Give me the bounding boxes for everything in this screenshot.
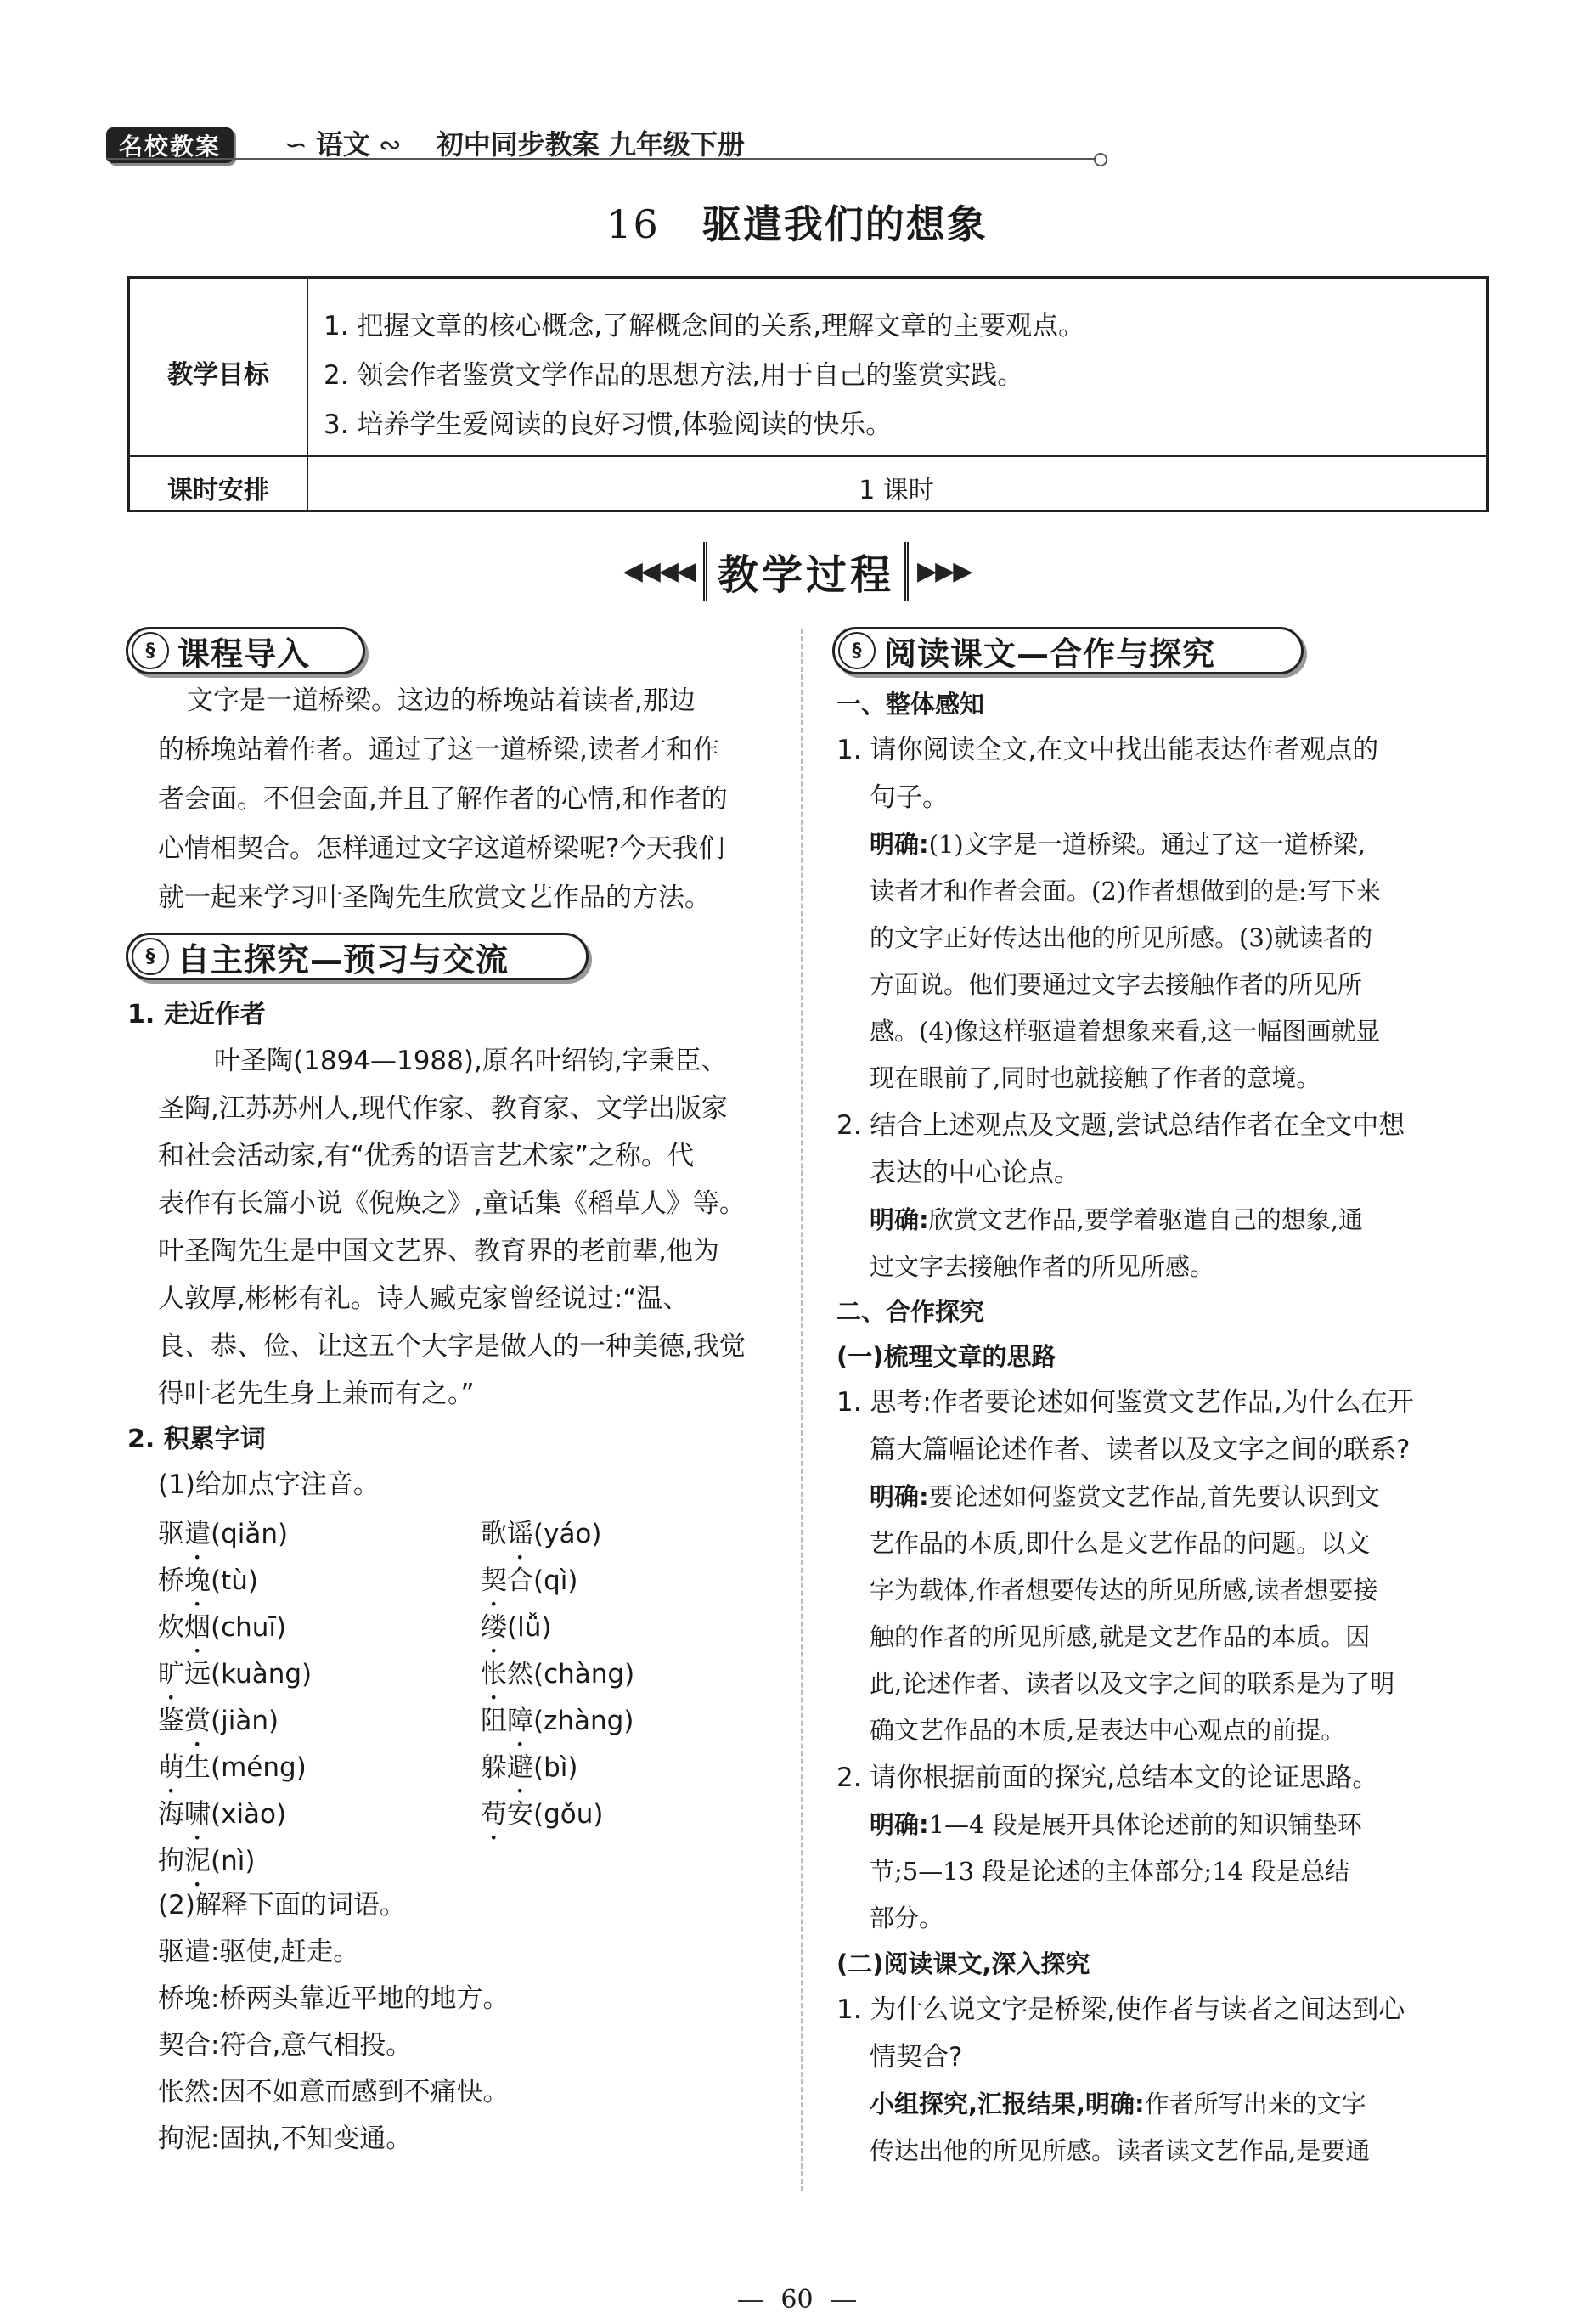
answer: 确文艺作品的本质,是表达中心观点的前提。 — [870, 1716, 1346, 1745]
explain-item: 桥堍:桥两头靠近平地的地方。 — [158, 1983, 510, 2014]
running-header — [276, 123, 745, 162]
coop-heading: 二、合作探究 — [836, 1297, 985, 1326]
question: 2. 请你根据前面的探究,总结本文的论证思路。 — [836, 1763, 1379, 1793]
explain-intro: (2)解释下面的词语。 — [158, 1890, 406, 1921]
rule-end-dot-icon — [1094, 153, 1107, 166]
question: 2. 结合上述观点及文题,尝试总结作者在全文中想 — [836, 1110, 1405, 1141]
intro-line: 心情相契合。怎样通过文字这道桥梁呢?今天我们 — [158, 833, 725, 864]
answer: 小组探究,汇报结果,明确:作者所写出来的文字 — [870, 2090, 1366, 2118]
section-head-self-study — [126, 933, 589, 980]
goals-table — [127, 276, 1489, 512]
page-number: 60 — [0, 2285, 1594, 2315]
pinyin-item: 萌生(méng) — [158, 1752, 307, 1783]
goal-item: 1. 把握文章的核心概念,了解概念间的关系,理解文章的主要观点。 — [324, 311, 1085, 341]
pinyin-item: 桥堍(tù) — [158, 1565, 258, 1596]
answer: 明确:1—4 段是展开具体论述前的知识铺垫环 — [870, 1810, 1362, 1839]
answer: 读者才和作者会面。(2)作者想做到的是:写下来 — [870, 877, 1381, 905]
author-line: 表作有长篇小说《倪焕之》,童话集《稻草人》等。 — [158, 1188, 746, 1219]
answer: 明确:欣赏文艺作品,要学着驱遣自己的想象,通 — [870, 1205, 1364, 1234]
period-label: 课时安排 — [167, 476, 269, 505]
answer: 过文字去接触作者的所见所感。 — [870, 1252, 1215, 1281]
answer: 方面说。他们要通过文字去接触作者的所见所 — [870, 970, 1363, 999]
flourish-icon: ∽ — [284, 128, 307, 161]
answer: 字为载体,作者想要传达的所见所感,读者想要接 — [870, 1576, 1378, 1605]
answer: 现在眼前了,同时也就接触了作者的意境。 — [870, 1063, 1321, 1092]
goals-label: 教学目标 — [167, 360, 269, 390]
intro-line: 就一起来学习叶圣陶先生欣赏文艺作品的方法。 — [158, 883, 711, 913]
lesson-name: 驱遣我们的想象 — [701, 201, 988, 247]
pinyin-item: 旷远(kuàng) — [158, 1659, 313, 1689]
subsection-heading: (一)梳理文章的思路 — [836, 1342, 1056, 1371]
goal-item: 3. 培养学生爱阅读的良好习惯,体验阅读的快乐。 — [324, 409, 893, 440]
goals-row — [130, 279, 1486, 457]
question: 情契合? — [870, 2042, 963, 2073]
answer: 明确:(1)文字是一道桥梁。通过了这一道桥梁, — [870, 830, 1366, 859]
section-badge-icon: § — [838, 632, 876, 669]
lesson-number: 16 — [606, 201, 660, 247]
explain-item: 怅然:因不如意而感到不痛快。 — [158, 2077, 510, 2107]
question: 表达的中心论点。 — [870, 1158, 1080, 1188]
pinyin-item: 阻障(zhàng) — [481, 1706, 634, 1736]
answer: 部分。 — [870, 1904, 944, 1932]
author-line: 良、恭、俭、让这五个大字是做人的一种美德,我觉 — [158, 1331, 746, 1362]
intro-line: 的桥堍站着作者。通过了这一道桥梁,读者才和作 — [158, 735, 719, 765]
pinyin-item: 鉴赏(jiàn) — [158, 1706, 279, 1736]
pinyin-item: 拘泥(nì) — [158, 1846, 256, 1876]
pinyin-intro: (1)给加点字注音。 — [158, 1469, 380, 1500]
author-line: 叶圣陶先生是中国文艺界、教育界的老前辈,他为 — [158, 1236, 719, 1266]
question: 篇大篇幅论述作者、读者以及文字之间的联系? — [870, 1435, 1411, 1465]
section-head-reading — [832, 627, 1304, 674]
question: 1. 为什么说文字是桥梁,使作者与读者之间达到心 — [836, 1994, 1405, 2025]
author-line: 叶圣陶(1894—1988),原名叶绍钧,字秉臣、 — [214, 1046, 728, 1076]
pinyin-item: 躲避(bì) — [481, 1752, 578, 1783]
goal-item: 2. 领会作者鉴赏文学作品的思想方法,用于自己的鉴赏实践。 — [324, 360, 1024, 391]
author-line: 得叶老先生身上兼而有之。” — [158, 1379, 475, 1409]
question: 句子。 — [870, 782, 949, 813]
pinyin-item: 海啸(xiào) — [158, 1799, 287, 1830]
explain-item: 拘泥:固执,不知变通。 — [158, 2124, 413, 2154]
header-subject: 语文 — [315, 128, 370, 161]
right-arrows-icon: ▶▶▶ — [917, 556, 972, 586]
intro-line: 者会面。不但会面,并且了解作者的心情,和作者的 — [158, 784, 728, 815]
section-head-intro — [126, 627, 365, 674]
answer: 此,论述作者、读者以及文字之间的联系是为了明 — [870, 1669, 1395, 1698]
question: 1. 思考:作者要论述如何鉴赏文艺作品,为什么在开 — [836, 1387, 1414, 1418]
pinyin-item: 怅然(chàng) — [481, 1659, 635, 1689]
words-heading: 2. 积累字词 — [127, 1424, 266, 1454]
explain-item: 契合:符合,意气相投。 — [158, 2030, 413, 2061]
pinyin-item: 歌谣(yáo) — [481, 1519, 602, 1549]
author-line: 圣陶,江苏苏州人,现代作家、教育家、文学出版家 — [158, 1093, 728, 1124]
section-title: 阅读课文—合作与探究 — [884, 635, 1216, 673]
left-arrows-icon: ◀◀◀◀ — [622, 556, 696, 586]
answer: 艺作品的本质,即什么是文艺作品的问题。以文 — [870, 1529, 1371, 1558]
answer: 的文字正好传达出他的所见所感。(3)就读者的 — [870, 923, 1373, 952]
answer: 节;5—13 段是论述的主体部分;14 段是总结 — [870, 1857, 1350, 1886]
banner-title: 教学过程 — [703, 542, 909, 601]
pinyin-item: 驱遣(qiǎn) — [158, 1519, 289, 1549]
pinyin-item: 缕(lǚ) — [481, 1612, 552, 1643]
period-row — [130, 457, 1486, 510]
flourish-icon: ∾ — [378, 128, 402, 161]
author-heading: 1. 走近作者 — [127, 1000, 266, 1029]
process-banner — [0, 542, 1594, 601]
column-divider — [801, 629, 803, 2191]
lesson-title — [0, 194, 1594, 250]
answer: 触的作者的所见所感,就是文艺作品的本质。因 — [870, 1622, 1371, 1651]
section-badge-icon: § — [132, 632, 169, 669]
header-book: 初中同步教案 九年级下册 — [436, 128, 745, 161]
publisher-logo: 名校教案 — [106, 127, 234, 163]
table-divider — [307, 279, 308, 455]
subsection-heading: (二)阅读课文,深入探究 — [836, 1949, 1090, 1978]
question: 1. 请你阅读全文,在文中找出能表达作者观点的 — [836, 735, 1379, 765]
period-value: 1 课时 — [859, 476, 934, 505]
section-badge-icon: § — [132, 938, 169, 975]
pinyin-item: 契合(qì) — [481, 1565, 578, 1596]
author-line: 人敦厚,彬彬有礼。诗人臧克家曾经说过:“温、 — [158, 1283, 690, 1314]
overall-heading: 一、整体感知 — [836, 690, 985, 719]
answer: 感。(4)像这样驱遣着想象来看,这一幅图画就显 — [870, 1017, 1381, 1046]
answer: 明确:要论述如何鉴赏文艺作品,首先要认识到文 — [870, 1482, 1380, 1511]
author-line: 和社会活动家,有“优秀的语言艺术家”之称。代 — [158, 1141, 694, 1171]
header-rule — [106, 158, 1100, 160]
section-title: 课程导入 — [177, 635, 311, 673]
pinyin-item: 炊烟(chuī) — [158, 1612, 287, 1643]
section-title: 自主探究—预习与交流 — [177, 940, 510, 979]
answer: 传达出他的所见所感。读者读文艺作品,是要通 — [870, 2136, 1371, 2165]
explain-item: 驱遣:驱使,赶走。 — [158, 1937, 360, 1967]
pinyin-item: 苟安(gǒu) — [481, 1799, 604, 1830]
intro-line: 文字是一道桥梁。这边的桥堍站着读者,那边 — [187, 685, 696, 716]
